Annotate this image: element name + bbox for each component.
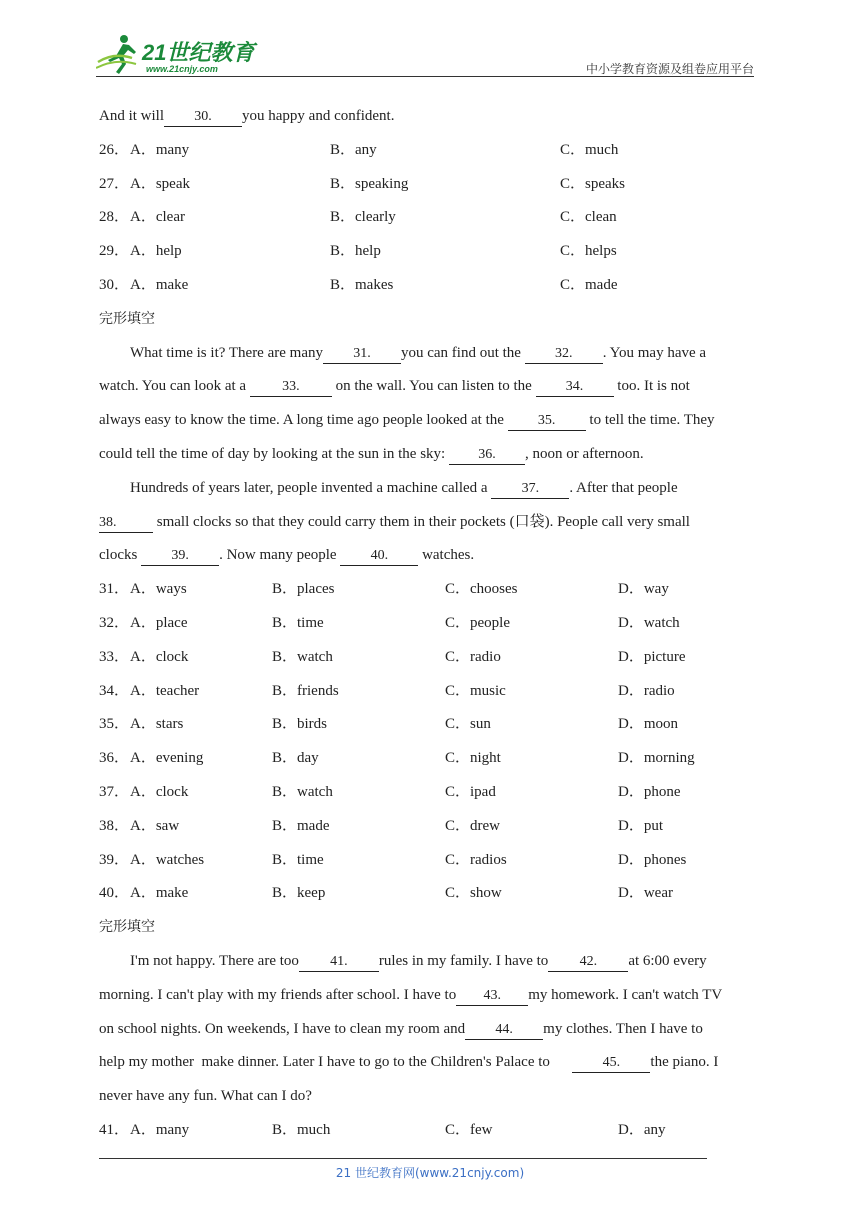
option-d: D．radio xyxy=(618,682,675,699)
option-a: A．clear xyxy=(130,209,185,226)
footer-text: 21 世纪教育网(www.21cnjy.com) xyxy=(335,1166,525,1180)
passage-2 xyxy=(99,947,764,1116)
document-body xyxy=(99,102,764,1150)
option-d: D．phone xyxy=(618,783,681,800)
option-d: D．watch xyxy=(618,614,680,631)
header-divider xyxy=(96,76,754,77)
question-group-26-30 xyxy=(99,136,764,305)
question-row: 39． A．watches B．time C．radios D．phones xyxy=(99,846,764,880)
option-c: C．helps xyxy=(560,243,617,260)
blank-39: 39. xyxy=(141,547,219,566)
blank-41: 41. xyxy=(299,953,379,972)
option-a: A．teacher xyxy=(130,682,200,699)
option-c: C．few xyxy=(445,1121,493,1138)
option-d: D．wear xyxy=(618,885,673,902)
option-c: C．drew xyxy=(445,817,500,834)
option-b: B．birds xyxy=(272,716,328,733)
option-d: D．moon xyxy=(618,716,679,733)
option-b: B．time xyxy=(272,614,324,631)
option-b: B．speaking xyxy=(330,175,409,192)
question-group-31-40 xyxy=(99,575,764,913)
option-b: B．much xyxy=(272,1121,331,1138)
passage-line: always easy to know the time. A long time ago people looked at the 35. to tell the time. They xyxy=(99,406,764,440)
passage-line: could tell the time of day by looking at the sun in the sky: 36. , noon or afternoon. xyxy=(99,440,764,474)
runner-icon xyxy=(96,32,142,76)
blank-43: 43. xyxy=(456,987,528,1006)
blank-37: 37. xyxy=(491,480,569,499)
question-row: 41． A．many B．much C．few D．any xyxy=(99,1116,764,1150)
question-row: 35． A．stars B．birds C．sun D．moon xyxy=(99,710,764,744)
section-heading: 完形填空 xyxy=(99,919,155,936)
option-b: B．places xyxy=(272,581,335,598)
question-row: 36． A．evening B．day C．night D．morning xyxy=(99,744,764,778)
option-a: A．many xyxy=(130,1121,190,1138)
option-b: B．time xyxy=(272,851,324,868)
question-row: 33． A．clock B．watch C．radio D．picture xyxy=(99,643,764,677)
page-header xyxy=(96,30,754,78)
option-c: C．ipad xyxy=(445,783,496,800)
blank-40: 40. xyxy=(340,547,418,566)
option-a: A．help xyxy=(130,243,182,260)
option-b: B．day xyxy=(272,750,319,767)
passage-line: never have any fun. What can I do? xyxy=(99,1088,312,1105)
option-c: C．radio xyxy=(445,648,501,665)
header-platform-text: 中小学教育资源及组卷应用平台 xyxy=(585,62,754,76)
option-a: A．many xyxy=(130,141,190,158)
option-b: B．made xyxy=(272,817,330,834)
blank-31: 31. xyxy=(323,345,401,364)
passage-line: morning. I can't play with my friends after school. I have to 43. my homework. I can't watch TV xyxy=(99,981,764,1015)
question-row: 28． A．clear B．clearly C．clean xyxy=(99,203,764,237)
option-a: A．ways xyxy=(130,581,187,598)
option-a: A．make xyxy=(130,885,189,902)
option-a: A．place xyxy=(130,614,188,631)
option-a: A．watches xyxy=(130,851,205,868)
option-a: A．evening xyxy=(130,750,204,767)
option-c: C．show xyxy=(445,885,502,902)
passage-line: 38. small clocks so that they could carry them in their pockets (口袋). People call very small xyxy=(99,508,764,542)
passage-line: watch. You can look at a 33. on the wall. You can listen to the 34. too. It is not xyxy=(99,372,764,406)
option-b: B．keep xyxy=(272,885,326,902)
option-d: D．put xyxy=(618,817,664,834)
question-row: 37． A．clock B．watch C．ipad D．phone xyxy=(99,778,764,812)
question-row: 34． A．teacher B．friends C．music D．radio xyxy=(99,677,764,711)
option-a: A．saw xyxy=(130,817,180,834)
option-b: B．any xyxy=(330,141,377,158)
blank-44: 44. xyxy=(465,1021,543,1040)
option-c: C．night xyxy=(445,750,501,767)
option-a: A．clock xyxy=(130,648,189,665)
option-a: A．stars xyxy=(130,716,184,733)
option-b: B．clearly xyxy=(330,209,396,226)
option-d: D．any xyxy=(618,1121,666,1138)
option-c: C．much xyxy=(560,141,619,158)
question-row: 29． A．help B．help C．helps xyxy=(99,237,764,271)
option-d: D．way xyxy=(618,581,669,598)
question-row: 32． A．place B．time C．people D．watch xyxy=(99,609,764,643)
logo-url: www.21cnjy.com xyxy=(146,64,218,74)
option-c: C．speaks xyxy=(560,175,625,192)
blank-32: 32. xyxy=(525,345,603,364)
question-row: 30． A．make B．makes C．made xyxy=(99,271,764,305)
question-row: 26． A．many B．any C．much xyxy=(99,136,764,170)
option-c: C．radios xyxy=(445,851,507,868)
intro-line: And it will 30. you happy and confident. xyxy=(99,102,764,136)
question-row: 31． A．ways B．places C．chooses D．way xyxy=(99,575,764,609)
option-c: C．clean xyxy=(560,209,617,226)
passage-1 xyxy=(99,339,764,576)
option-b: B．watch xyxy=(272,648,333,665)
option-c: C．sun xyxy=(445,716,491,733)
blank-33: 33. xyxy=(250,378,332,397)
question-row: 38． A．saw B．made C．drew D．put xyxy=(99,812,764,846)
option-c: C．people xyxy=(445,614,510,631)
passage-line: clocks 39. . Now many people 40. watches. xyxy=(99,541,764,575)
passage-line: help my mother make dinner. Later I have to go to the Children's Palace to 45. the piano. I xyxy=(99,1048,764,1082)
blank-42: 42. xyxy=(548,953,628,972)
passage-line: What time is it? There are many 31. you can find out the 32. . You may have a xyxy=(99,339,764,373)
logo-text: 21世纪教育 xyxy=(142,40,255,65)
option-c: C．made xyxy=(560,276,618,293)
question-row: 27． A．speak B．speaking C．speaks xyxy=(99,170,764,204)
option-a: A．speak xyxy=(130,175,190,192)
option-a: A．make xyxy=(130,276,189,293)
option-c: C．chooses xyxy=(445,581,518,598)
blank-34: 34. xyxy=(536,378,614,397)
option-b: B．friends xyxy=(272,682,339,699)
passage-line: Hundreds of years later, people invented a machine called a 37. . After that people xyxy=(99,474,764,508)
blank-36: 36. xyxy=(449,446,525,465)
option-d: D．morning xyxy=(618,750,695,767)
option-d: D．picture xyxy=(618,648,686,665)
blank-30: 30. xyxy=(164,108,242,127)
passage-line: I'm not happy. There are too 41. rules in my family. I have to 42. at 6:00 every xyxy=(99,947,764,981)
blank-35: 35. xyxy=(508,412,586,431)
option-b: B．watch xyxy=(272,783,333,800)
blank-38: 38. xyxy=(99,514,153,533)
option-a: A．clock xyxy=(130,783,189,800)
question-row: 40． A．make B．keep C．show D．wear xyxy=(99,879,764,913)
option-c: C．music xyxy=(445,682,506,699)
footer-divider xyxy=(99,1158,707,1159)
option-b: B．makes xyxy=(330,276,394,293)
passage-line: on school nights. On weekends, I have to clean my room and 44. my clothes. Then I have to xyxy=(99,1015,764,1049)
option-b: B．help xyxy=(330,243,381,260)
blank-45: 45. xyxy=(572,1054,650,1073)
option-d: D．phones xyxy=(618,851,687,868)
section-heading: 完形填空 xyxy=(99,310,155,327)
logo xyxy=(96,32,266,76)
